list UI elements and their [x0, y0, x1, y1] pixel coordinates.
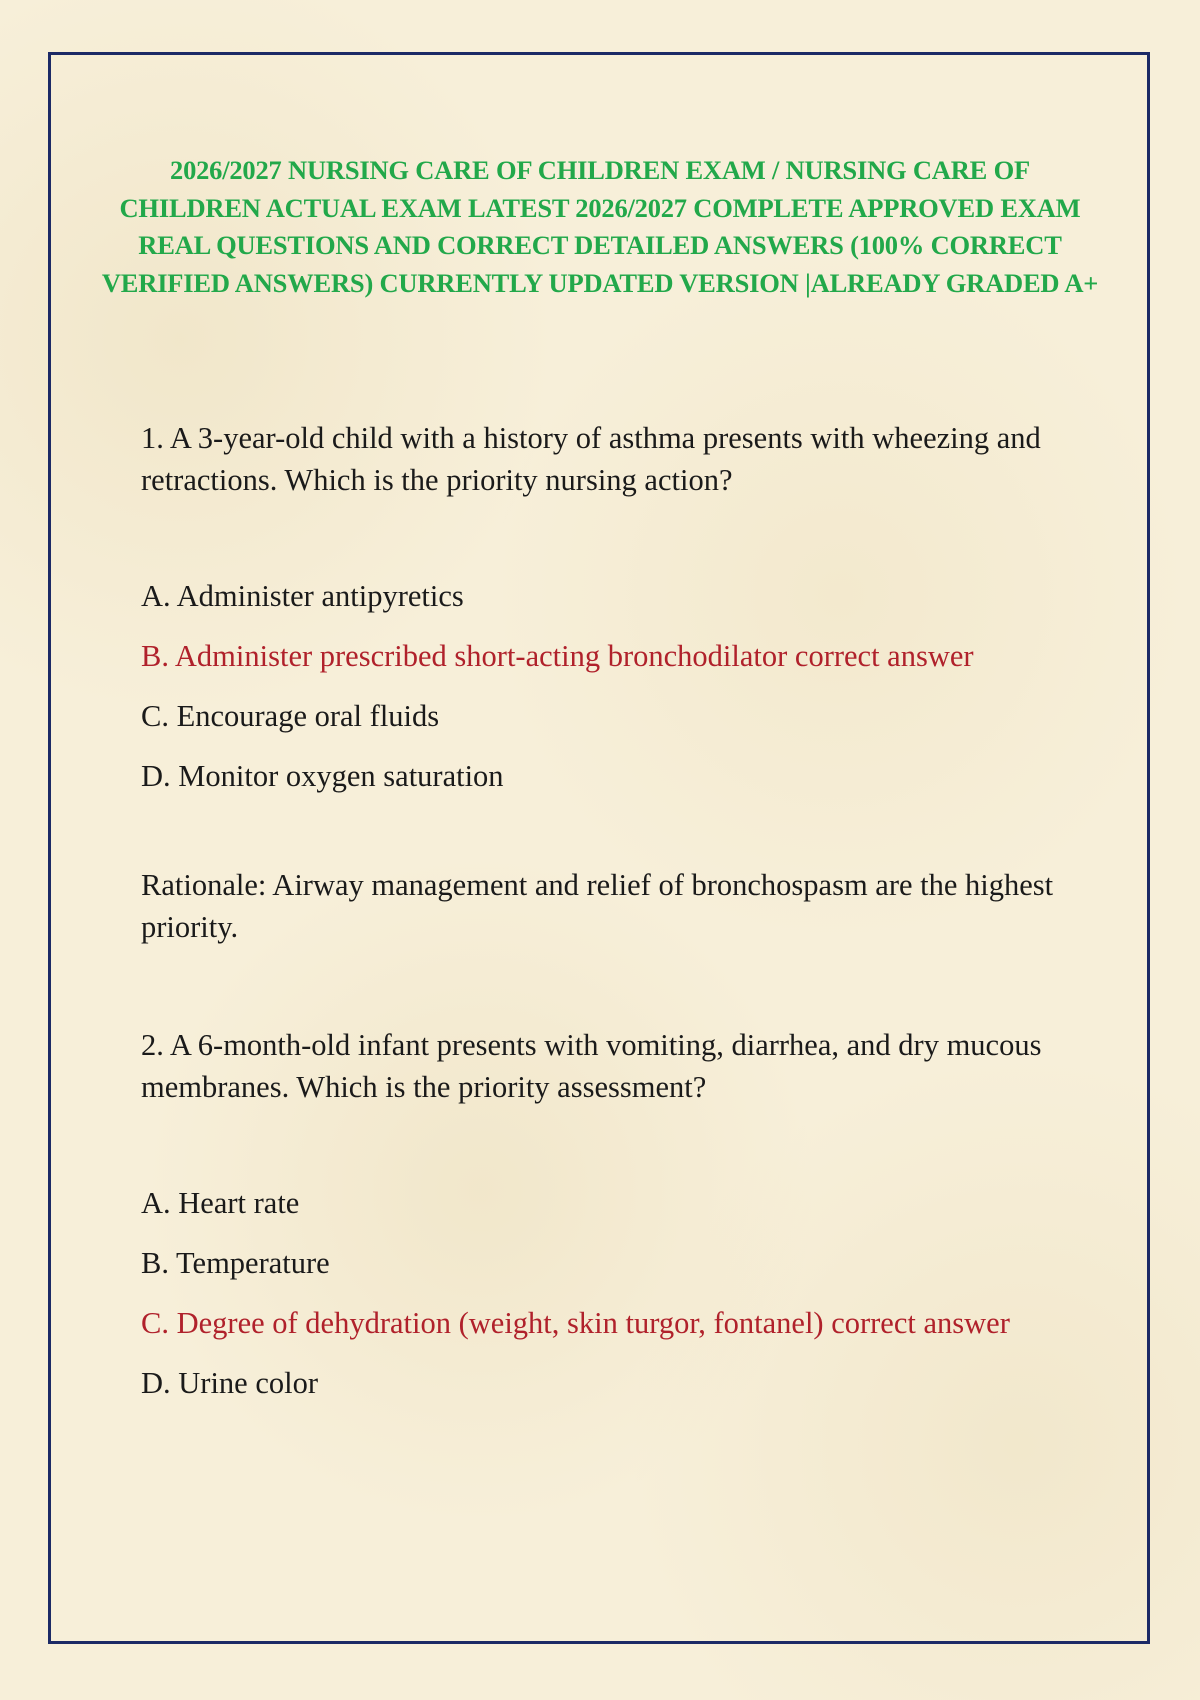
question-1-option-c: C. Encourage oral fluids: [141, 699, 440, 733]
question-2-options: [141, 1182, 1061, 1422]
question-1-rationale: Rationale: Airway management and relief of bronchospasm are the highest priority.: [141, 868, 1054, 944]
question-2-option-b: B. Temperature: [141, 1246, 330, 1280]
question-1-options: [141, 575, 1061, 815]
question-2-option-d: D. Urine color: [141, 1366, 319, 1400]
question-2-option-a: A. Heart rate: [141, 1186, 300, 1220]
exam-content: [141, 417, 1061, 1422]
question-1-option-b-correct: B. Administer prescribed short-acting bronchodilator correct answer: [141, 639, 974, 673]
question-1-option-d: D. Monitor oxygen saturation: [141, 759, 504, 793]
document-title: 2026/2027 NURSING CARE OF CHILDREN EXAM / NURSING CARE OF CHILDREN ACTUAL EXAM LATEST 2026/2027 COMPLETE APPROVED EXAM REAL QUESTIONS AND CORRECT DETAILED ANSWERS (100% CORRECT VERIFIED ANSWERS) CURRENTLY UPDATED VERSION |ALREADY GRADED A+: [101, 155, 1099, 298]
question-2-text: 2. A 6-month-old infant presents with vomiting, diarrhea, and dry mucous membranes. Which is the priority assessment?: [141, 1028, 1042, 1104]
spacer: [141, 815, 1061, 864]
spacer: [141, 1108, 1061, 1182]
spacer: [141, 948, 1061, 1024]
question-2-option-c-correct: C. Degree of dehydration (weight, skin turgor, fontanel) correct answer: [141, 1306, 1010, 1340]
question-1-option-a: A. Administer antipyretics: [141, 579, 464, 613]
question-1-text: 1. A 3-year-old child with a history of asthma presents with wheezing and retractions. Which is the priority nursing action?: [141, 421, 1041, 497]
spacer: [141, 501, 1061, 575]
